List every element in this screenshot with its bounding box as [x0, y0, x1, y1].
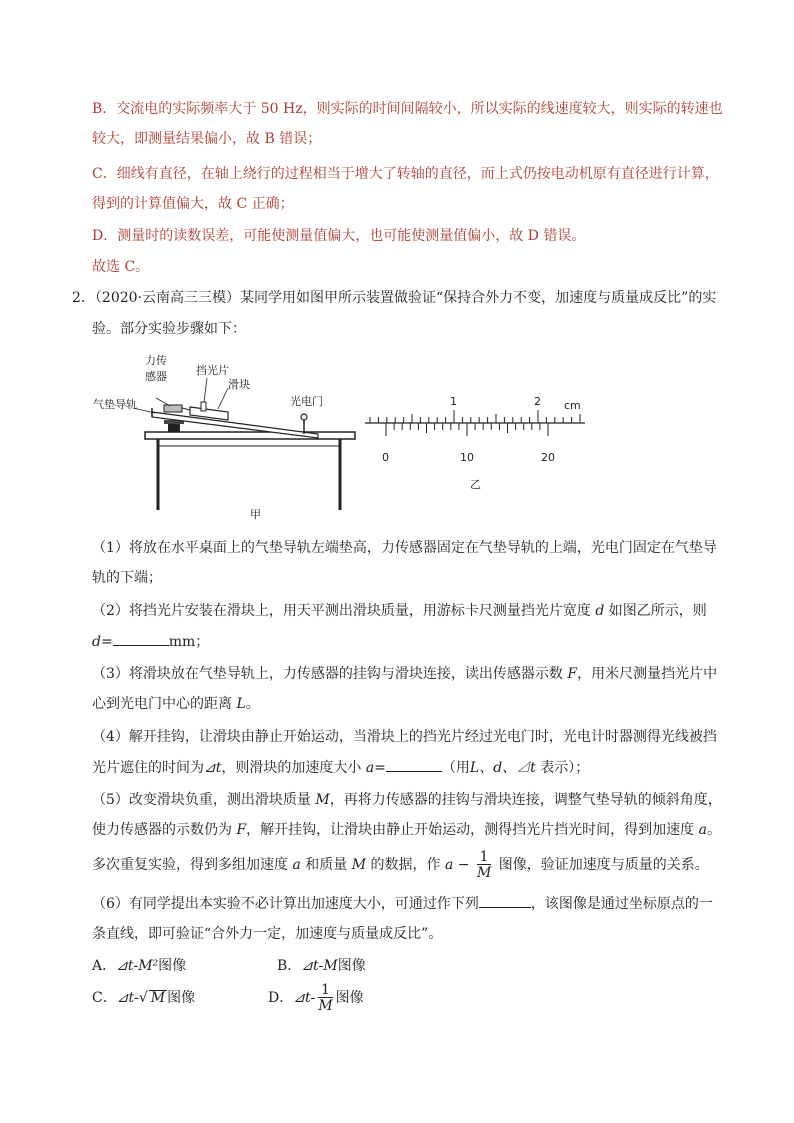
step-1: （1）将放在水平桌面上的气垫导轨左端垫高，力传感器固定在气垫导轨的上端，光电门固定在气垫导	[92, 540, 717, 556]
step-4-cont: 光片遮住的时间为⊿t，则滑块的加速度大小 a= （用L、d、⊿t 表示）；	[92, 757, 589, 778]
step-6: （6）有同学提出本实验不必计算出加速度大小，可通过作下列 ，该图像是通过坐标原点的一	[92, 893, 713, 914]
slider-label: 滑块	[228, 378, 250, 391]
photogate-label: 光电门	[290, 395, 323, 408]
figure-b-caption: 乙	[470, 478, 481, 491]
option-d[interactable]: D．⊿t- $\frac{1}{M}$ 图像	[268, 981, 364, 1014]
analysis-option-c-cont: 得到的计算值偏大，故 C 正确；	[92, 196, 294, 212]
vernier-caliper-figure	[365, 395, 585, 491]
question-number: 2．	[72, 290, 95, 306]
analysis-option-b-cont: 较大，即测量结果偏小，故 B 错误；	[92, 131, 322, 147]
main-scale-label-2: 2	[534, 395, 541, 408]
figure-a-caption: 甲	[250, 508, 261, 521]
force-sensor-label-2: 感器	[145, 370, 167, 383]
step-1-cont: 轨的下端；	[92, 570, 162, 586]
analysis-option-d: D．测量时的读数误差，可能使测量值偏大，也可能使测量值偏小，故 D 错误。	[92, 228, 586, 244]
air-track-label: 气垫导轨	[93, 398, 137, 411]
answer-blank-a[interactable]	[386, 757, 442, 772]
question-intro-cont: 验。部分实验步骤如下：	[92, 321, 246, 337]
vernier-scale-ticks	[386, 423, 548, 436]
option-c[interactable]: C．⊿t-√ M 图像	[92, 990, 196, 1006]
step-3-cont: 心到光电门中心的距离 L。	[92, 696, 260, 712]
apparatus-figure	[90, 350, 610, 530]
main-scale-unit: cm	[564, 399, 581, 412]
shading-plate-label: 挡光片	[196, 364, 229, 377]
fraction-1-over-m: $\frac{1}{M}$	[476, 848, 492, 881]
answer-blank-d[interactable]	[113, 631, 169, 646]
analysis-option-b: B．交流电的实际频率大于 50 Hz，则实际的时间间隔较小，所以实际的线速度较大，则实际的转速也	[92, 101, 723, 117]
fraction-option-d: $\frac{1}{M}$	[318, 981, 333, 1014]
analysis-answer: 故选 C。	[92, 259, 150, 275]
analysis-option-c: C．细线有直径，在轴上绕行的过程相当于增大了转轴的直径，而上式仍按电动机原有直径进行计算，	[92, 166, 719, 182]
step-5: （5）改变滑块负重，测出滑块质量 M，再将力传感器的挂钩与滑块连接，调整气垫导轨的倾斜角度，	[92, 792, 722, 808]
step-3: （3）将滑块放在气垫导轨上，力传感器的挂钩与滑块连接，读出传感器示数 F，用米尺测量挡光片中	[92, 666, 718, 682]
step-5-cont: 使力传感器的示数仍为 F，解开挂钩，让滑块由静止开始运动，测得挡光片挡光时间，得到加速度 a。	[92, 822, 721, 838]
step-2-cont: d= mm；	[92, 631, 209, 652]
step-4: （4）解开挂钩，让滑块由静止开始运动，当滑块上的挡光片经过光电门时，光电计时器测得光线被挡	[92, 729, 717, 745]
air-track-apparatus	[93, 353, 355, 521]
vernier-label-10: 10	[460, 451, 474, 464]
force-sensor-label-1: 力传	[145, 354, 167, 367]
option-a[interactable]: A．⊿t-M²图像	[92, 958, 187, 974]
vernier-label-0: 0	[382, 451, 389, 464]
step-6-cont: 条直线，即可验证“合外力一定，加速度与质量成反比”。	[92, 926, 443, 942]
answer-blank-graph[interactable]	[479, 893, 531, 908]
main-scale-ticks	[370, 410, 580, 423]
question-intro: 2．（2020·云南高三三模）某同学用如图甲所示装置做验证“保持合外力不变，加速度与质量成反比”的实	[72, 290, 717, 306]
option-b[interactable]: B．⊿t-M图像	[277, 958, 366, 974]
step-2: （2）将挡光片安装在滑块上，用天平测出滑块质量，用游标卡尺测量挡光片宽度 d 如图乙所示，则	[92, 603, 707, 619]
vernier-label-20: 20	[541, 451, 555, 464]
main-scale-label-1: 1	[450, 395, 457, 408]
step-5-cont2: 多次重复实验，得到多组加速度 a 和质量 M 的数据，作 a − $\frac{1}{M}$ 图像，验证加速度与质量的关系。	[92, 848, 709, 881]
